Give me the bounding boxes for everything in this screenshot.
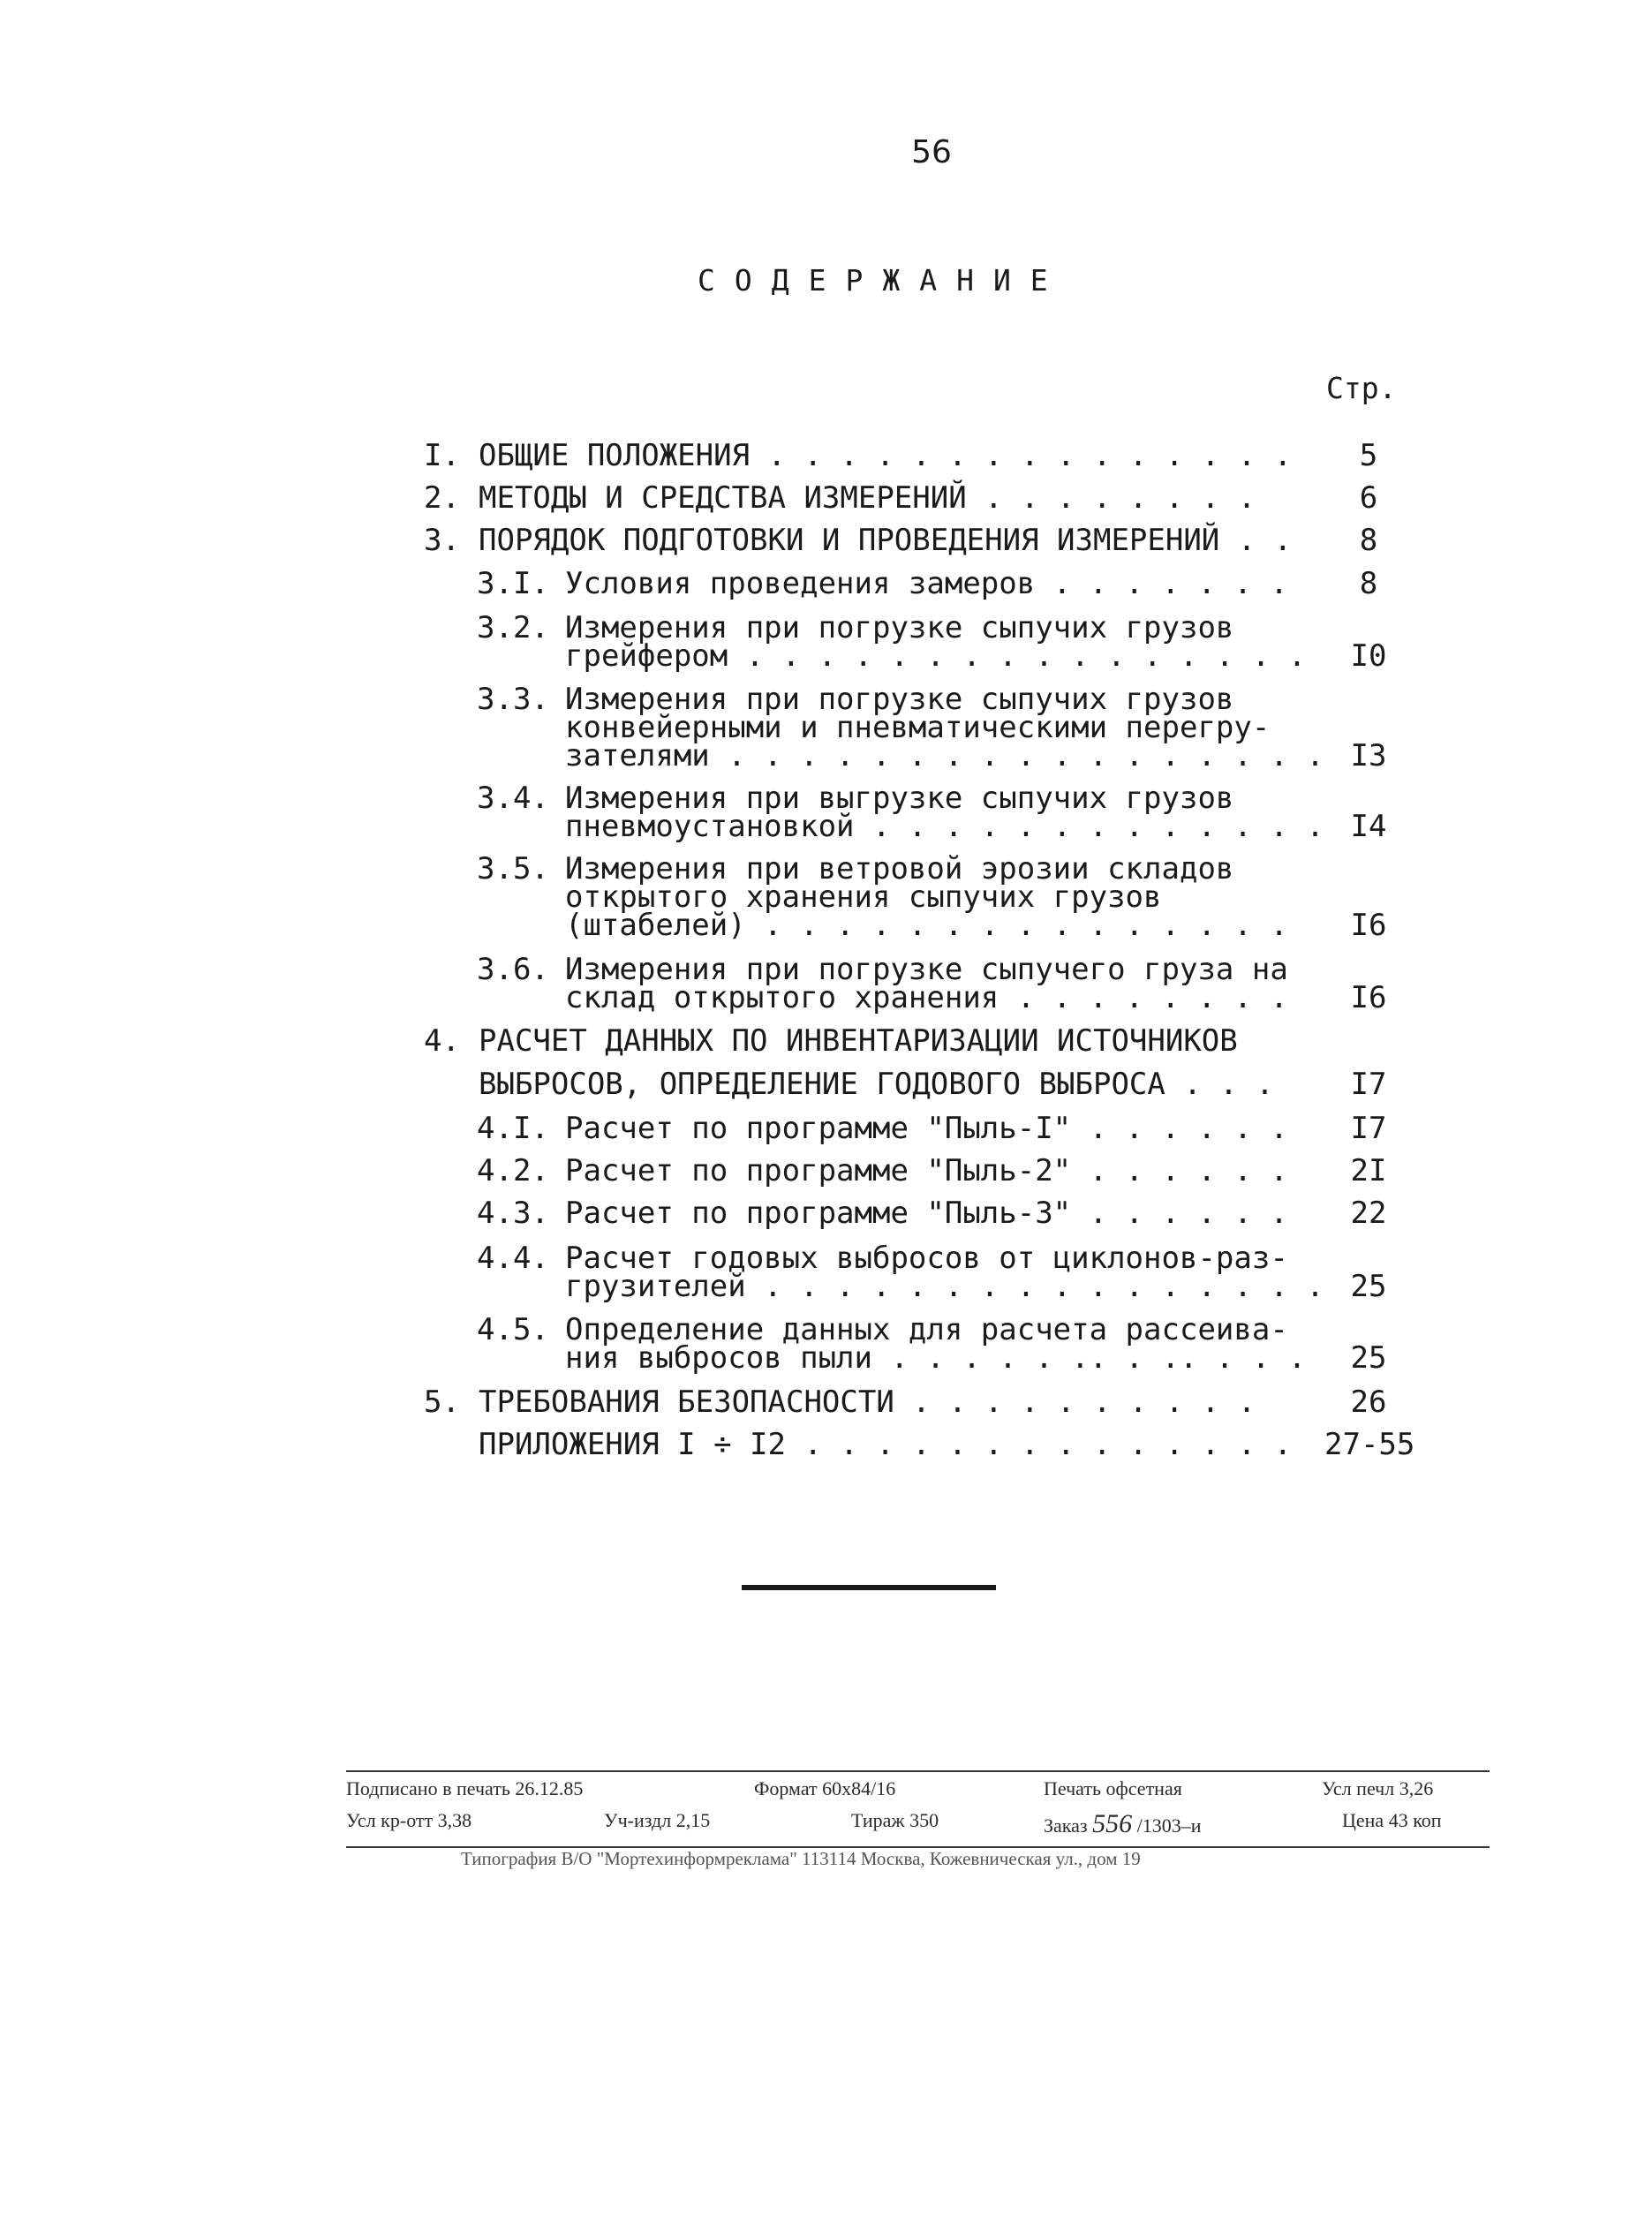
- toc-entry-line: грузителей . . . . . . . . . . . . . . . .: [565, 1269, 1324, 1304]
- toc-entry-line: зателями . . . . . . . . . . . . . . . . .: [565, 738, 1324, 773]
- toc-entry-number: 4.: [424, 1023, 460, 1059]
- toc-entry-page: 5: [1359, 438, 1378, 473]
- toc-entry-text: [479, 523, 1293, 558]
- imprint-row-3: [346, 1848, 1490, 1880]
- toc-entry-line: грейфером . . . . . . . . . . . . . . . .: [565, 638, 1307, 674]
- toc-entry-page: 8: [1359, 523, 1378, 558]
- toc-entry-text: [479, 1067, 1274, 1102]
- toc-entry-text: [565, 566, 1288, 601]
- imprint-order-suffix: /1303–и: [1136, 1814, 1202, 1837]
- toc-entry-number: 3.5.: [477, 851, 549, 886]
- toc-entry-number: 5.: [424, 1384, 460, 1420]
- toc-entry-page: I6: [1350, 980, 1387, 1015]
- toc-entry-page: I7: [1350, 1111, 1387, 1146]
- toc-entry-line: РАСЧЕТ ДАННЫХ ПО ИНВЕНТАРИЗАЦИИ ИСТОЧНИКОВ: [479, 1023, 1238, 1059]
- toc-entry-line: МЕТОДЫ И СРЕДСТВА ИЗМЕРЕНИЙ . . . . . . . .: [479, 480, 1256, 516]
- toc-entry-line: открытого хранения сыпучих грузов: [565, 879, 1162, 915]
- toc-entry-page: I7: [1350, 1067, 1387, 1102]
- toc-entry-text: [479, 438, 1293, 473]
- toc-entry-number: 3.2.: [477, 610, 549, 645]
- toc-entry-line: конвейерными и пневматическими перегру-: [565, 710, 1271, 745]
- toc-entry-page: I4: [1350, 809, 1387, 844]
- imprint-price: Цена 43 коп: [1342, 1809, 1442, 1831]
- imprint-signed-date: Подписано в печать 26.12.85: [346, 1777, 584, 1799]
- toc-entry-line: ПРИЛОЖЕНИЯ I ÷ I2 . . . . . . . . . . . . . .: [479, 1427, 1293, 1462]
- page-column-header: Стр.: [1326, 371, 1397, 405]
- toc-entry-page: I3: [1350, 738, 1387, 773]
- toc-entry-text: [565, 1241, 1324, 1304]
- imprint-edition-sheets: Уч-издл 2,15: [604, 1809, 711, 1831]
- toc-entry-line: Расчет по программе "Пыль-3" . . . . . .: [565, 1196, 1288, 1231]
- toc-entry-page: 8: [1359, 566, 1378, 601]
- toc-entry-line: ВЫБРОСОВ, ОПРЕДЕЛЕНИЕ ГОДОВОГО ВЫБРОСА . . .: [479, 1067, 1274, 1102]
- toc-entry-text: [565, 1153, 1288, 1188]
- imprint-print-sheets: Усл печл 3,26: [1322, 1777, 1434, 1799]
- toc-entry-line: Условия проведения замеров . . . . . . .: [565, 566, 1288, 601]
- page-number: 56: [911, 134, 952, 170]
- toc-entry-line: Измерения при ветровой эрозии складов: [565, 851, 1234, 886]
- toc-entry-page: 22: [1350, 1196, 1387, 1231]
- toc-entry-page: 25: [1350, 1269, 1387, 1304]
- imprint-order: [1044, 1809, 1202, 1839]
- toc-entry-line: Определение данных для расчета рассеива-: [565, 1312, 1288, 1347]
- toc-entry-text: [479, 1427, 1293, 1462]
- toc-entry-text: [565, 781, 1324, 844]
- toc-entry-number: 4.I.: [477, 1111, 549, 1146]
- toc-entry-line: ТРЕБОВАНИЯ БЕЗОПАСНОСТИ . . . . . . . . . .: [479, 1384, 1256, 1420]
- imprint-order-handwritten: 556: [1092, 1809, 1133, 1838]
- toc-entry-number: 4.5.: [477, 1312, 549, 1347]
- toc-entry-number: 3.6.: [477, 952, 549, 987]
- toc-entry-text: [565, 1196, 1288, 1231]
- toc-entry-line: Измерения при выгрузке сыпучих грузов: [565, 781, 1234, 816]
- toc-entry-line: ПОРЯДОК ПОДГОТОВКИ И ПРОВЕДЕНИЯ ИЗМЕРЕНИЙ . .: [479, 523, 1293, 558]
- toc-entry-line: Расчет по программе "Пыль-I" . . . . . .: [565, 1111, 1288, 1146]
- toc-entry-text: [565, 1111, 1288, 1146]
- toc-entry-line: ния выбросов пыли . . . . . .. . .. . . .: [565, 1340, 1307, 1376]
- toc-entry-text: [565, 610, 1307, 674]
- toc-entry-text: [565, 682, 1324, 773]
- imprint-format: Формат 60х84/16: [754, 1777, 896, 1799]
- toc-entry-line: ОБЩИЕ ПОЛОЖЕНИЯ . . . . . . . . . . . . . . .: [479, 438, 1293, 473]
- toc-entry-page: I6: [1350, 908, 1387, 943]
- toc-entry-number: 4.2.: [477, 1153, 549, 1188]
- toc-entry-line: пневмоустановкой . . . . . . . . . . . . .: [565, 809, 1324, 844]
- toc-entry-line: Измерения при погрузке сыпучего груза на: [565, 952, 1288, 987]
- toc-entry-line: Расчет по программе "Пыль-2" . . . . . .: [565, 1153, 1288, 1188]
- toc-entry-number: 3.4.: [477, 781, 549, 816]
- imprint-block: [346, 1770, 1490, 1880]
- toc-entry-number: 4.4.: [477, 1241, 549, 1276]
- toc-entry-text: [565, 851, 1288, 943]
- toc-entry-number: 4.3.: [477, 1196, 549, 1231]
- toc-entry-number: 3.I.: [477, 566, 549, 601]
- imprint-print-type: Печать офсетная: [1044, 1777, 1182, 1799]
- toc-entry-text: [479, 480, 1256, 516]
- separator-rule: [742, 1585, 996, 1590]
- toc-entry-page: I0: [1350, 638, 1387, 674]
- toc-entry-text: [479, 1023, 1238, 1059]
- imprint-row-2: [346, 1804, 1490, 1836]
- toc-entry-number: 3.: [424, 523, 460, 558]
- toc-entry-number: 2.: [424, 480, 460, 516]
- imprint-order-label: Заказ: [1044, 1814, 1088, 1837]
- imprint-tirage: Тираж 350: [851, 1809, 939, 1831]
- imprint-printer: Типография В/О "Мортехинформреклама" 113114 Москва, Кожевническая ул., дом 19: [461, 1848, 1141, 1869]
- toc-entry-page: 26: [1350, 1384, 1387, 1420]
- toc-entry-number: I.: [424, 438, 460, 473]
- imprint-color-prints: Усл кр-отт 3,38: [346, 1809, 472, 1831]
- toc-entry-line: Измерения при погрузке сыпучих грузов: [565, 682, 1234, 717]
- toc-entry-text: [565, 952, 1288, 1015]
- toc-entry-page: 6: [1359, 480, 1378, 516]
- toc-entry-line: склад открытого хранения . . . . . . . .: [565, 980, 1288, 1015]
- toc-entry-page: 2I: [1350, 1153, 1387, 1188]
- toc-entry-text: [565, 1312, 1307, 1376]
- imprint-row-1: [346, 1772, 1490, 1804]
- toc-entry-text: [479, 1384, 1256, 1420]
- toc-entry-page: 25: [1350, 1340, 1387, 1376]
- toc-entry-number: 3.3.: [477, 682, 549, 717]
- toc-entry-line: (штабелей) . . . . . . . . . . . . . . .: [565, 908, 1288, 943]
- toc-title: СОДЕРЖАНИЕ: [698, 263, 1067, 298]
- toc-entry-page: 27-55: [1324, 1427, 1415, 1462]
- toc-entry-line: Расчет годовых выбросов от циклонов-раз-: [565, 1241, 1288, 1276]
- toc-entry-line: Измерения при погрузке сыпучих грузов: [565, 610, 1234, 645]
